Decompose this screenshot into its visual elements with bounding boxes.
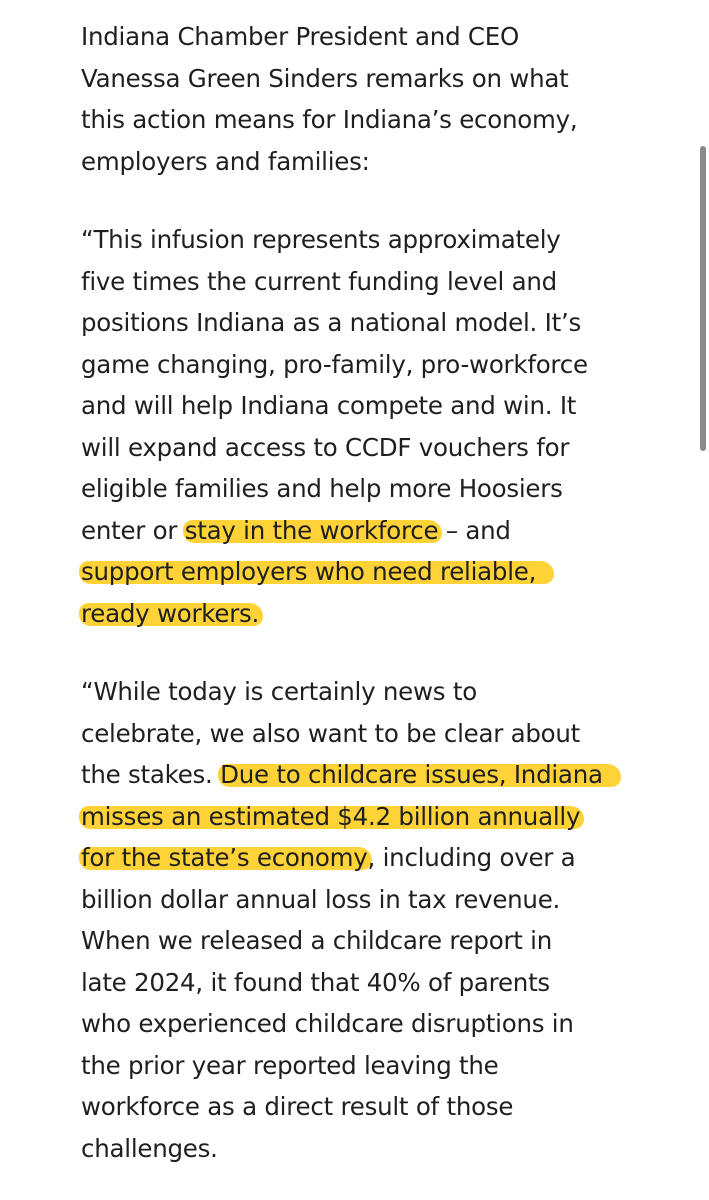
text-line: will expand access to CCDF vouchers for — [81, 432, 570, 462]
text-line: employers and families: — [81, 146, 370, 176]
highlighted-text: stay in the workforce — [184, 515, 439, 545]
text-line — [81, 593, 588, 635]
text-line: When we released a childcare report in — [81, 926, 553, 955]
text-line: five times the current funding level and — [81, 266, 557, 296]
text-line: workforce as a direct result of those — [81, 1092, 514, 1121]
text-line: “This infusion represents approximately — [81, 225, 561, 254]
highlighted-text: for the state’s economy — [81, 843, 368, 872]
quote-paragraph-2 — [81, 671, 603, 1169]
text-line: game changing, pro-family, pro-workforce — [81, 349, 588, 379]
text-line: the stakes. Due to childcare issues, Indiana — [81, 760, 603, 789]
highlighted-text: support employers who need reliable, — [81, 557, 537, 586]
highlighted-text: misses an estimated $4.2 billion annually — [81, 801, 581, 831]
text-line: billion dollar annual loss in tax revenue. — [81, 884, 561, 914]
text-line: Indiana Chamber President and CEO — [81, 22, 520, 51]
quote-paragraph-1 — [81, 219, 588, 634]
text-line: positions Indiana as a national model. It’s — [81, 308, 581, 337]
text-line: challenges. — [81, 1133, 218, 1163]
text-line: for the state’s economy, including over a — [81, 843, 576, 872]
intro-paragraph — [81, 16, 577, 182]
scrollbar-thumb[interactable] — [700, 146, 706, 451]
text-line: late 2024, it found that 40% of parents — [81, 967, 550, 997]
text-line: celebrate, we also want to be clear about — [81, 718, 581, 748]
text-line: who experienced childcare disruptions in — [81, 1009, 574, 1038]
highlighted-text: ready workers. — [81, 598, 260, 628]
text-line: enter or stay in the workforce – and — [81, 515, 511, 545]
text-line: the prior year reported leaving the — [81, 1050, 499, 1080]
text-line: Vanessa Green Sinders remarks on what — [81, 63, 569, 93]
text-line: this action means for Indiana’s economy, — [81, 105, 578, 134]
text-line — [81, 796, 603, 838]
text-line: and will help Indiana compete and win. It — [81, 391, 577, 420]
text-line: “While today is certainly news to — [81, 677, 477, 706]
highlighted-text: Due to childcare issues, Indiana — [220, 760, 603, 789]
text-line: eligible families and help more Hoosiers — [81, 474, 563, 503]
text-line — [81, 551, 588, 593]
